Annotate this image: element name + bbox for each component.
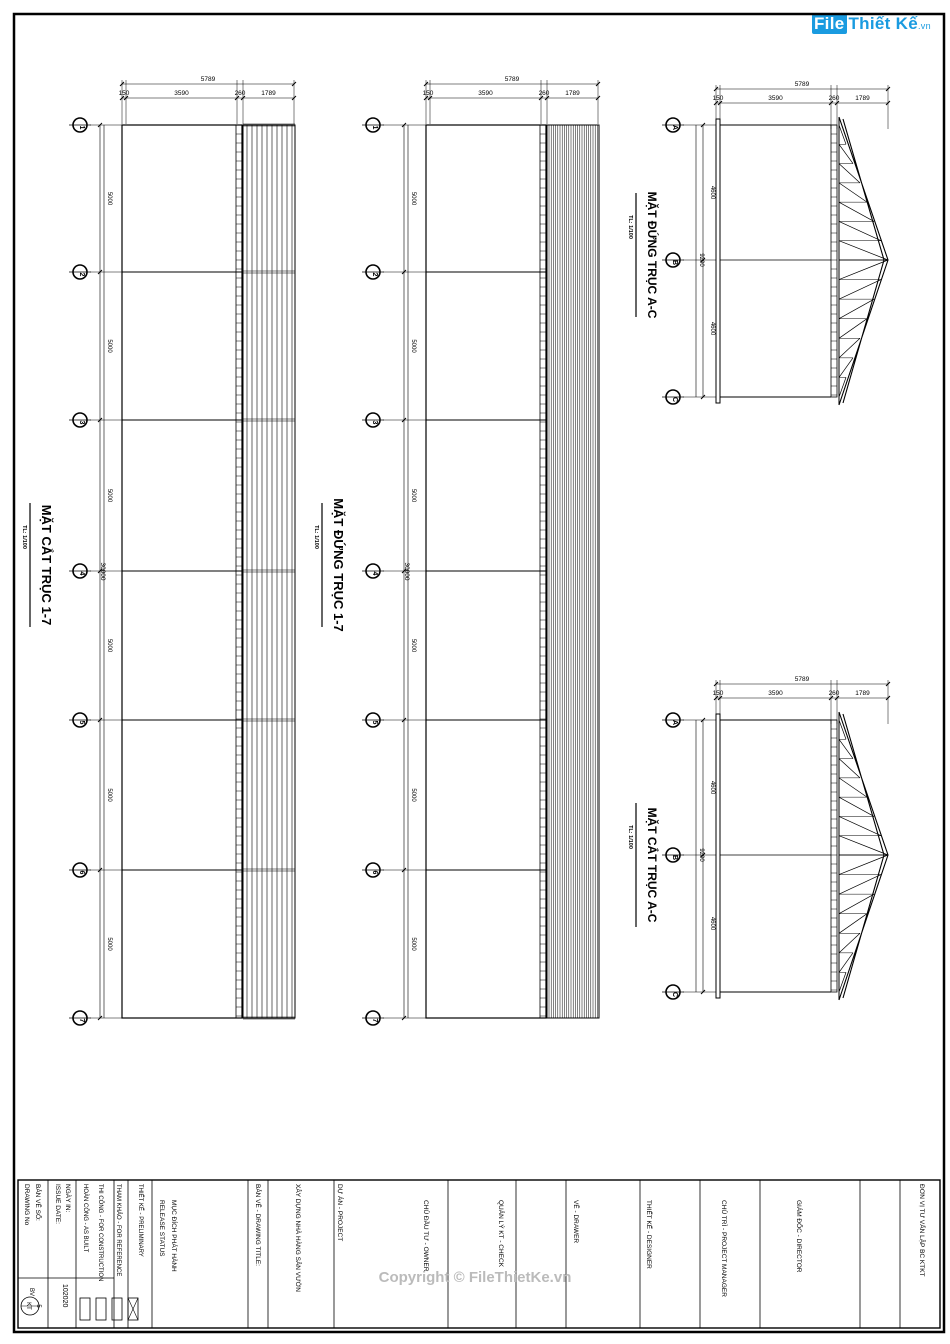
project-label: DỰ ÁN - PROJECT	[336, 1184, 343, 1242]
drawing-no-vi: BẢN VẼ SỐ:	[34, 1184, 41, 1221]
director-label: GIÁM ĐỐC - DIRECTOR	[795, 1200, 802, 1273]
drawing-scale-text: TL: 1/100	[627, 825, 633, 849]
grid-bubble-label: 7	[371, 1018, 378, 1023]
grid-bubble	[662, 985, 684, 999]
drawing-no-en: DRAWING No	[23, 1184, 30, 1226]
drawings-area	[21, 76, 890, 1025]
issue-value: 102020	[61, 1284, 68, 1308]
drawing-code: KT	[25, 1302, 31, 1310]
drawing-scale-text: TL: 1/100	[313, 525, 319, 549]
dim-part-label: 1789	[855, 690, 870, 697]
grid-bubble	[69, 413, 91, 427]
grid-bubble-label: 5	[371, 720, 378, 725]
dim-total-label: 30000	[99, 562, 106, 581]
dim-bay-label: 5000	[106, 339, 112, 353]
sheet-border	[14, 14, 944, 1332]
dim-span-label: 9200	[698, 848, 704, 862]
dim-bay-label: 5000	[410, 191, 416, 206]
dim-part-label: 260	[538, 90, 550, 97]
dim-bay-label: 5000	[410, 638, 416, 653]
grid-bubble	[662, 848, 684, 862]
dim-bay-label: 5000	[410, 937, 416, 951]
dim-bay-label: 5000	[106, 788, 112, 802]
grid-bubble-label: B	[671, 259, 678, 266]
grid-bubble-label: 2	[78, 272, 85, 277]
dim-span-label: 9200	[698, 253, 704, 267]
dim-bay-label: 5000	[410, 488, 416, 503]
grid-bubble	[69, 118, 91, 132]
dim-part-label: 150	[118, 90, 130, 97]
drawing-scale-text: TL: 1/100	[21, 525, 27, 549]
drawing-title-label: BẢN VẼ - DRAWING TITLE:	[254, 1184, 261, 1266]
grid-bubble	[362, 713, 384, 727]
issue-en: ISSUE DATE:	[54, 1184, 61, 1224]
grid-bubble-label: 6	[371, 870, 378, 875]
grid-bubble-label: 7	[78, 1018, 85, 1023]
dim-part-label: 150	[712, 95, 724, 102]
drawing-title-text: MẶT CẮT TRỤC A-C	[645, 807, 659, 923]
dim-part-label: 1789	[855, 95, 870, 102]
grid-bubble-label: 1	[371, 125, 378, 130]
company-label: ĐƠN VỊ TƯ VẤN LẬP BC KTKT	[918, 1184, 925, 1277]
dim-half-label: 4600	[709, 916, 715, 931]
drawing-title	[313, 498, 346, 632]
grid-bubble-label: A	[671, 124, 678, 131]
grid-bubble	[69, 863, 91, 877]
grid-bubble	[362, 413, 384, 427]
dim-part-label: 3590	[174, 90, 189, 97]
dim-part-label: 1789	[565, 90, 580, 97]
checker-label: QUẢN LÝ KT - CHECK	[497, 1200, 504, 1268]
grid-bubble-label: B	[671, 854, 678, 861]
dim-total-label: 30000	[403, 562, 410, 581]
drawer-label: VẼ - DRAWER	[572, 1200, 579, 1244]
grid-bubble-label: 6	[78, 870, 85, 875]
logo-prefix: File	[814, 14, 845, 33]
drawing-prefix: BV	[28, 1287, 34, 1297]
dim-bay-label: 5000	[410, 788, 416, 802]
grid-bubble	[362, 118, 384, 132]
drawing-num: 5	[35, 1304, 41, 1308]
title-block	[18, 1180, 940, 1328]
drawing-title	[627, 803, 660, 927]
truss-chord	[839, 712, 888, 1000]
grid-bubble	[362, 265, 384, 279]
dim-part-label: 1789	[261, 90, 276, 97]
dim-part-label: 260	[828, 95, 840, 102]
drawing-title	[627, 192, 660, 319]
grid-bubble	[362, 1011, 384, 1025]
dim-half-label: 4600	[709, 321, 715, 336]
dim-part-label: 260	[234, 90, 246, 97]
status-1: THIẾT KẾ - PRELIMINARY	[137, 1184, 143, 1257]
dim-total-label: 5789	[794, 81, 810, 88]
logo-domain: .vn	[917, 21, 931, 31]
truss-web	[839, 221, 881, 240]
dim-bay-label: 5000	[106, 191, 112, 206]
manager-label: CHỦ TRÌ - PROJECT MANAGER	[720, 1200, 727, 1297]
grid-bubble	[69, 713, 91, 727]
dim-part-label: 3590	[768, 690, 783, 697]
grid-bubble-label: C	[671, 396, 678, 403]
drawing-title	[21, 503, 54, 627]
grid-bubble-label: 1	[78, 125, 85, 130]
dim-part-label: 3590	[478, 90, 493, 97]
grid-bubble	[69, 564, 91, 578]
column	[716, 119, 720, 403]
dim-bay-label: 5000	[410, 339, 416, 353]
drawing-title-text: MẶT ĐỨNG TRỤC A-C	[645, 191, 659, 319]
dim-part-label: 150	[712, 690, 724, 697]
status-checkbox	[80, 1298, 90, 1320]
grid-bubble-label: 4	[371, 571, 378, 576]
grid-bubble-label: C	[671, 991, 678, 998]
drawing-title-text: MẶT ĐỨNG TRỤC 1-7	[331, 498, 346, 632]
dim-total-label: 5789	[504, 76, 520, 83]
grid-bubble-label: 2	[371, 272, 378, 277]
truss-web	[839, 816, 881, 835]
truss-chord	[839, 117, 888, 405]
truss-web	[839, 280, 881, 300]
grid-bubble	[69, 1011, 91, 1025]
dim-total-label: 5789	[794, 676, 810, 683]
watermark: Copyright © FileThietKe.vn	[378, 1269, 572, 1286]
column-strip	[831, 125, 837, 397]
grid-bubble	[362, 564, 384, 578]
issue-vi: NGÀY IN:	[64, 1184, 71, 1213]
grid-bubble	[662, 713, 684, 727]
dim-bay-label: 5000	[106, 488, 112, 503]
release-vi: MỤC ĐÍCH PHÁT HÀNH	[170, 1200, 177, 1272]
dim-half-label: 4600	[709, 185, 715, 200]
project-name: XÂY DỰNG NHÀ HÀNG SÂN VƯỜN	[294, 1184, 301, 1292]
drawing-scale-text: TL: 1/100	[627, 215, 633, 239]
grid-bubble-label: 3	[371, 420, 378, 425]
grid-bubble	[662, 390, 684, 404]
dim-part-label: 3590	[768, 95, 783, 102]
grid-bubble	[69, 265, 91, 279]
dim-bay-label: 5000	[106, 638, 112, 653]
drawing-title-text: MẶT CẮT TRỤC 1-7	[39, 504, 54, 626]
column-strip	[831, 720, 837, 992]
grid-bubble	[362, 863, 384, 877]
logo-brand: Thiết Kế	[848, 14, 918, 33]
truss-web	[839, 875, 881, 895]
grid-bubble-label: 5	[78, 720, 85, 725]
release-en: RELEASE STATUS	[158, 1200, 165, 1257]
status-2: THAM KHẢO - FOR REFERENCE	[115, 1184, 121, 1277]
grid-bubble	[662, 253, 684, 267]
owner-label: CHỦ ĐẦU TƯ - OWNER	[422, 1200, 429, 1272]
dim-part-label: 150	[422, 90, 434, 97]
grid-bubble-label: 4	[78, 571, 85, 576]
designer-label: THIẾT KẾ - DESIGNER	[645, 1200, 652, 1269]
grid-bubble-label: 3	[78, 420, 85, 425]
dim-bay-label: 5000	[106, 937, 112, 951]
dim-half-label: 4600	[709, 780, 715, 795]
status-checkbox	[112, 1298, 122, 1320]
grid-bubble-label: A	[671, 719, 678, 726]
status-4: HOÀN CÔNG - AS BUILT	[82, 1184, 88, 1253]
status-3: THI CÔNG - FOR CONSTRUCTION	[97, 1184, 103, 1282]
status-checkbox	[96, 1298, 106, 1320]
dim-total-label: 5789	[200, 76, 216, 83]
column	[716, 714, 720, 998]
dim-part-label: 260	[828, 690, 840, 697]
grid-bubble	[662, 118, 684, 132]
